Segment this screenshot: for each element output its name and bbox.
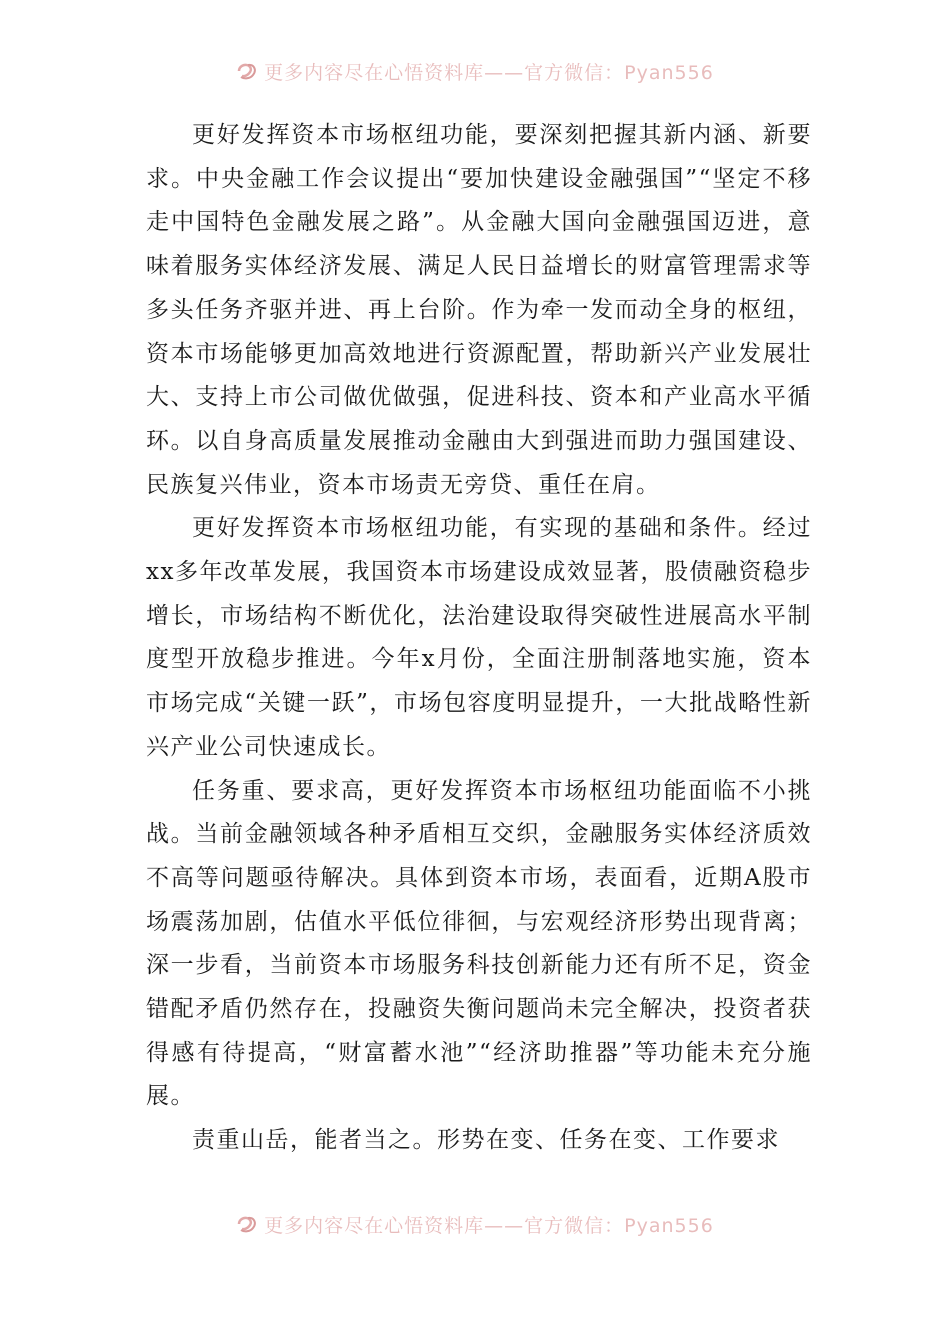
watermark-text: 更多内容尽在心悟资料库——官方微信：Pyan556 [264,1214,714,1237]
header-watermark [0,56,950,86]
document-body [146,114,812,1163]
footer-watermark [0,1209,950,1239]
brand-logo-icon [236,61,258,81]
watermark-text: 更多内容尽在心悟资料库——官方微信：Pyan556 [264,61,714,84]
paragraph-3: 任务重、要求高，更好发挥资本市场枢纽功能面临不小挑战。当前金融领域各种矛盾相互交织，金融服务实体经济质效不高等问题亟待解决。具体到资本市场，表面看，近期A股市场震荡加剧，估值水平低位徘徊，与宏观经济形势出现背离；深一步看，当前资本市场服务科技创新能力还有所不足，资金错配矛盾仍然存在，投融资失衡问题尚未完全解决，投资者获得感有待提高，“财富蓄水池”“经济助推器”等功能未充分施展。 [146,777,812,1110]
paragraph-2: 更好发挥资本市场枢纽功能，有实现的基础和条件。经过xx多年改革发展，我国资本市场建设成效显著，股债融资稳步增长，市场结构不断优化，法治建设取得突破性进展高水平制度型开放稳步推进。今年x月份，全面注册制落地实施，资本市场完成“关键一跃”，市场包容度明显提升，一大批战略性新兴产业公司快速成长。 [146,515,812,760]
paragraph-4: 责重山岳，能者当之。形势在变、任务在变、工作要求 [192,1127,780,1154]
paragraph-1: 更好发挥资本市场枢纽功能，要深刻把握其新内涵、新要求。中央金融工作会议提出“要加快建设金融强国”“坚定不移走中国特色金融发展之路”。从金融大国向金融强国迈进，意味着服务实体经济发展、满足人民日益增长的财富管理需求等多头任务齐驱并进、再上台阶。作为牵一发而动全身的枢纽，资本市场能够更加高效地进行资源配置，帮助新兴产业发展壮大、支持上市公司做优做强，促进科技、资本和产业高水平循环。以自身高质量发展推动金融由大到强进而助力强国建设、民族复兴伟业，资本市场责无旁贷、重任在肩。 [146,122,812,498]
brand-logo-icon [236,1214,258,1234]
